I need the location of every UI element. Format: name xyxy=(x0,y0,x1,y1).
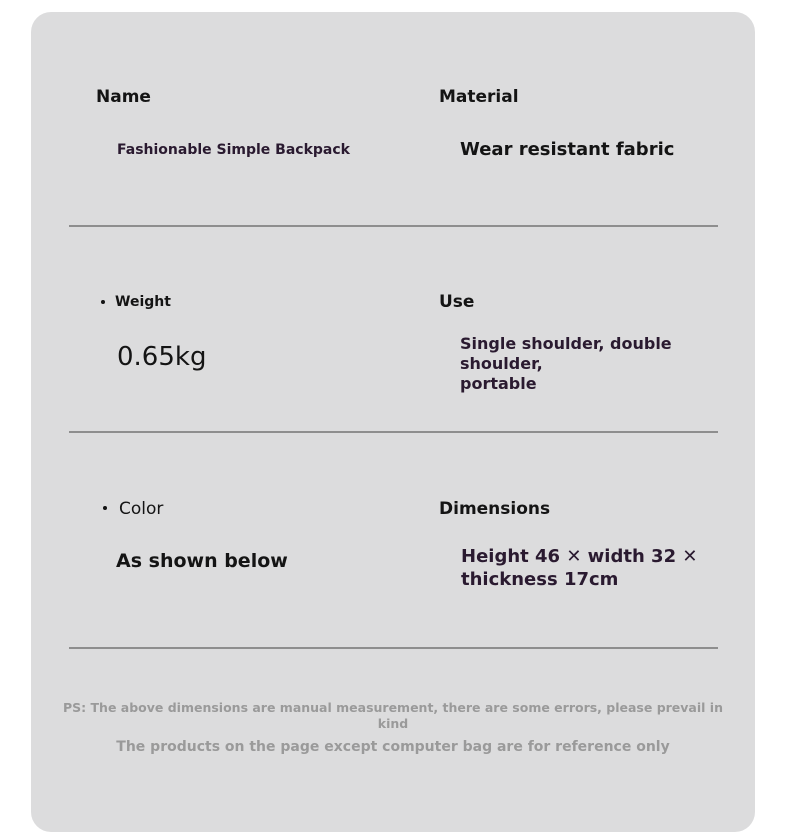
divider xyxy=(69,225,718,227)
bullet-icon xyxy=(103,506,107,510)
name-value: Fashionable Simple Backpack xyxy=(117,142,350,158)
ps-note-line: PS: The above dimensions are manual measurement, there are some errors, please prevail in xyxy=(63,700,723,715)
dimensions-value-line: thickness 17cm xyxy=(461,569,619,590)
use-value-line: Single shoulder, double shoulder, xyxy=(460,334,672,373)
color-value: As shown below xyxy=(116,550,288,572)
spec-card xyxy=(31,12,755,832)
ps-note-line: kind xyxy=(377,716,409,731)
dimensions-label: Dimensions xyxy=(439,499,551,519)
color-label: Color xyxy=(119,499,164,519)
use-label: Use xyxy=(439,292,475,312)
use-value-line: portable xyxy=(460,374,537,393)
divider xyxy=(69,647,718,649)
reference-note: The products on the page except computer bag are for reference only xyxy=(116,739,670,755)
divider xyxy=(69,431,718,433)
weight-value: 0.65kg xyxy=(117,342,207,372)
material-label: Material xyxy=(439,87,519,107)
dimensions-value xyxy=(461,545,697,591)
material-value: Wear resistant fabric xyxy=(460,139,675,160)
bullet-icon xyxy=(101,300,105,304)
dimensions-value-line: Height 46 ✕ width 32 ✕ xyxy=(461,546,698,567)
name-label: Name xyxy=(96,87,151,107)
weight-label: Weight xyxy=(115,294,171,310)
ps-note xyxy=(31,700,755,732)
use-value xyxy=(460,334,755,394)
